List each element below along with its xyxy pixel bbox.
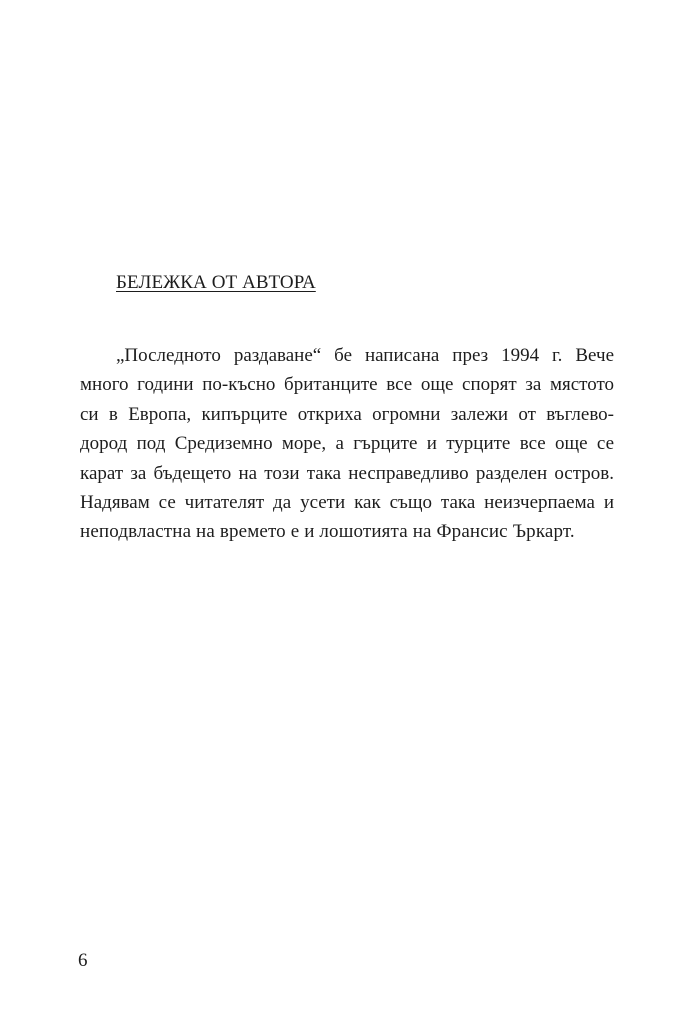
paragraph-line: си в Европа, кипърците откриха огромни залежи от въглево- (80, 403, 614, 425)
section-heading: БЕЛЕЖКА ОТ АВТОРА (116, 272, 316, 293)
paragraph-line: неподвластна на времето е и лошотията на Франсис Ъркарт. (80, 521, 575, 543)
paragraph-line: Надявам се читателят да усети как също така неизчерпаема и (80, 491, 614, 513)
page-number: 6 (78, 950, 88, 971)
author-note-paragraph (80, 341, 614, 547)
paragraph-line: „Последното раздаване“ бе написана през 1994 г. Вече (116, 345, 614, 366)
paragraph-line: дород под Средиземно море, а гърците и турците все още се (80, 433, 614, 455)
paragraph-line: карат за бъдещето на този така несправедливо разделен остров. (80, 462, 614, 484)
paragraph-line: много години по-късно британците все още спорят за мястото (80, 374, 614, 396)
